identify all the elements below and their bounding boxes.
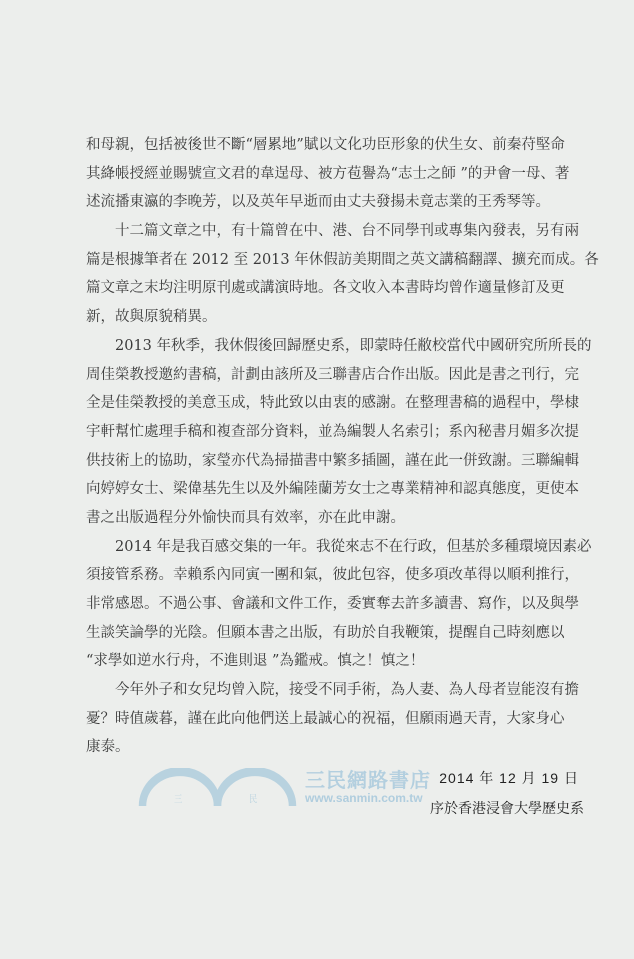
paragraph-line: 篇文章之末均注明原刊處或講演時地。各文收入本書時均曾作適量修訂及更 [86,280,565,297]
paragraph-line: 新，故與原貌稍異。 [86,309,217,326]
paragraph-line: 其絳帳授經並賜號宣文君的韋逞母、被方苞譽為“志士之師 ”的尹會一母、著 [86,165,570,182]
paragraph-line: 書之出版過程分外愉快而具有效率，亦在此申謝。 [86,509,405,526]
paragraph [86,676,586,762]
watermark-url: www.sanmin.com.tw [305,791,423,805]
signature-date: 2014 年 12 月 19 日 [439,770,579,786]
paragraph-line: 2013 年秋季，我休假後回歸歷史系，即蒙時任敝校當代中國研究所所長的 [115,337,592,354]
paragraph-line: 今年外子和女兒均曾入院，接受不同手術，為人妻、為人母者豈能沒有擔 [115,682,579,699]
paragraph-line: 向婷婷女士、梁偉基先生以及外編陸蘭芳女士之專業精神和認真態度，更使本 [86,481,579,498]
paragraph [86,533,592,676]
paragraph-line: 2014 年是我百感交集的一年。我從來志不在行政，但基於多種環境因素必 [115,538,592,555]
paragraph-line: 宇軒幫忙處理手稿和複查部分資料，並為編製人名索引；系內秘書月媚多次提 [86,423,579,440]
paragraph-line: 憂？時值歲暮，謹在此向他們送上最誠心的祝福，但願雨過天青，大家身心 [86,710,565,727]
watermark-left-char: 三 [174,794,183,806]
paragraph-line: 康泰。 [86,739,130,756]
paragraph [86,131,586,217]
paragraph-line: 供技術上的協助，家瑩亦代為掃描書中繁多插圖，謹在此一併致謝。三聯編輯 [86,452,579,469]
paragraph-line: 篇是根據筆者在 2012 至 2013 年休假訪美期間之英文講稿翻譯、擴充而成。各 [86,251,599,268]
preface-body [86,131,599,762]
paragraph [86,217,599,332]
signature-place: 序於香港浸會大學歷史系 [430,800,584,816]
paragraph-line: 須接管系務。幸賴系內同寅一團和氣，彼此包容，使多項改革得以順利推行， [86,567,579,584]
paragraph-line: 述流播東瀛的李晚芳，以及英年早逝而由丈夫發揚未竟志業的王秀琴等。 [86,194,550,211]
paragraph-line: 周佳榮教授邀約書稿，計劃由該所及三聯書店合作出版。因此是書之刊行，完 [86,366,579,383]
sanmin-logo-watermark [135,768,300,806]
watermark-right-char: 民 [249,794,258,806]
paragraph [86,332,592,533]
paragraph-line: 和母親，包括被後世不斷“層累地”賦以文化功臣形象的伏生女、前秦苻堅命 [86,137,565,153]
paragraph-line: 十二篇文章之中，有十篇曾在中、港、台不同學刊或專集內發表，另有兩 [115,223,579,240]
watermark-name: 三民網路書店 [305,768,431,792]
paragraph-line: 生談笑論學的光陰。但願本書之出版，有助於自我鞭策，提醒自己時刻應以 [86,624,565,641]
paragraph-line: 非常感恩。不過公事、會議和文件工作，委實奪去許多讀書、寫作，以及與學 [86,596,579,612]
paragraph-line: 全是佳榮教授的美意玉成，特此致以由衷的感謝。在整理書稿的過程中，學棣 [86,395,579,412]
paragraph-line: “求學如逆水行舟，不進則退 ”為鑑戒。慎之！慎之！ [86,653,425,670]
